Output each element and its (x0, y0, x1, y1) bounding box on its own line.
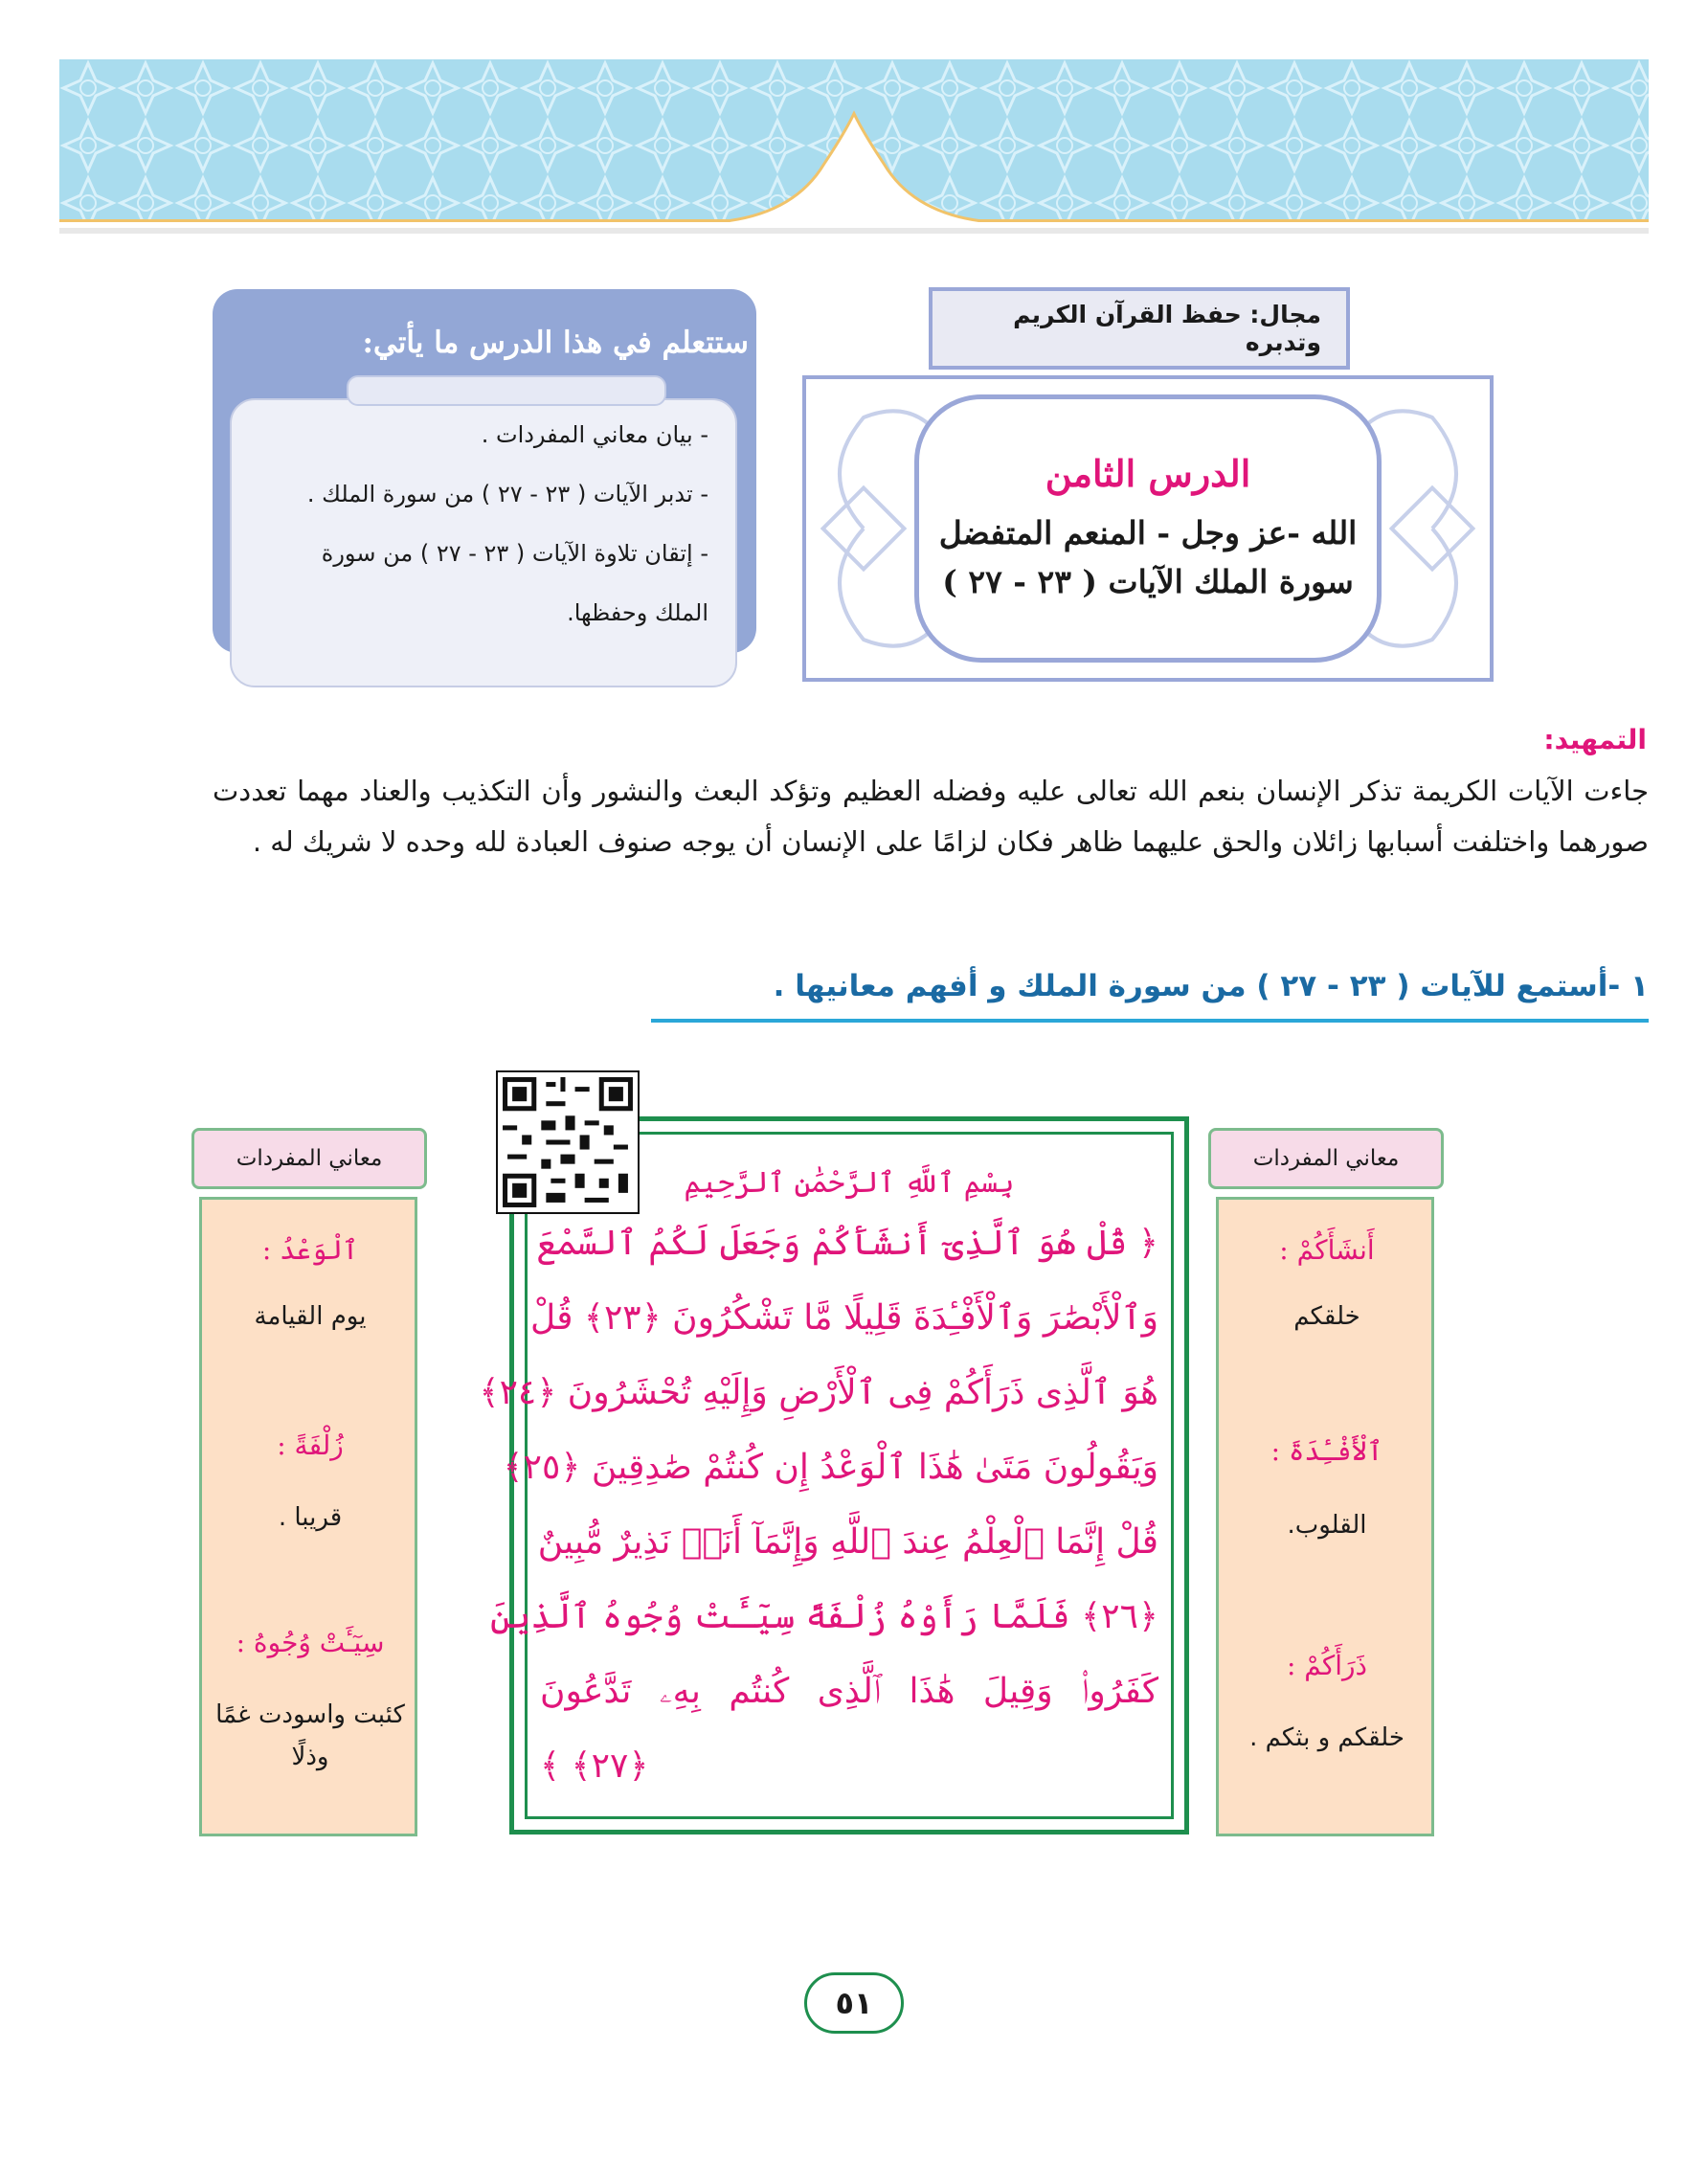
lesson-surah: سورة الملك الآيات ( ٢٣ - ٢٧ ) (942, 562, 1354, 600)
objective-item: الملك وحفظها. (567, 599, 708, 626)
vocab-term: ٱلْأَفْـِٔدَةَ : (1270, 1435, 1383, 1467)
vocab-term: ذَرَأَكُمْ : (1286, 1650, 1368, 1681)
verse-line: وَٱلْأَبْصَٰرَ وَٱلْأَفْـِٔدَةَ قَلِيلًا مَّا تَشْكُرُونَ ﴿٢٣﴾ قُلْ (529, 1298, 1158, 1338)
vocab-meaning: كئبت واسودت غمًا وذلًا (215, 1700, 405, 1771)
verse-line: ﴿٢٧﴾ ﴾ (540, 1746, 649, 1786)
verse-line: هُوَ ٱلَّذِى ذَرَأَكُمْ فِى ٱلْأَرْضِ وَإِلَيْهِ تُحْشَرُونَ ﴿٢٤﴾ (479, 1373, 1158, 1412)
vocab-term: ٱلْوَعْدُ : (261, 1234, 359, 1266)
lesson-title-card (914, 394, 1382, 663)
domain-label: مجال: حفظ القرآن الكريم وتدبره (929, 287, 1350, 370)
verse-line: قُلْ إِنَّمَا ٱلْعِلْمُ عِندَ ٱللَّهِ وَإِنَّمَآ أَنَا۠ نَذِيرٌ مُّبِينٌ (537, 1522, 1158, 1562)
vocab-term: أَنشَأَكُمْ : (1279, 1234, 1375, 1266)
vocab-meaning: قريبا . (278, 1503, 343, 1532)
verse-line: وَيَقُولُونَ مَتَىٰ هَٰذَا ٱلْوَعْدُ إِن كُنتُمْ صَٰدِقِينَ ﴿٢٥﴾ (503, 1448, 1158, 1487)
objectives-tab (347, 375, 666, 406)
vocab-meaning: القلوب. (1287, 1511, 1367, 1540)
vocab-term: سِيٓـَٔتْ وُجُوهُ : (236, 1627, 385, 1658)
objectives-title: ستتعلم في هذا الدرس ما يأتي: (362, 326, 749, 360)
vocab-right-panel (1216, 1197, 1434, 1836)
task-underline (651, 1019, 1649, 1023)
vocab-left-panel (199, 1197, 417, 1836)
vocab-left-label: معاني المفردات (191, 1128, 427, 1189)
objective-item: - بيان معاني المفردات . (481, 421, 708, 448)
intro-heading: التمهيد: (1543, 724, 1647, 755)
vocab-meaning: خلقكم (1293, 1302, 1360, 1331)
vocab-meaning: خلقكم و بثكم . (1249, 1723, 1405, 1752)
basmala: بِسْمِ ٱللَّهِ ٱلرَّحْمَٰنِ ٱلرَّحِيمِ (684, 1166, 1015, 1200)
objective-item: - تدبر الآيات ( ٢٣ - ٢٧ ) من سورة الملك . (306, 481, 708, 507)
verse-line: ﴿٢٦﴾ فَلَمَّا رَأَوْهُ زُلْفَةً سِيٓـَٔتْ وُجُوهُ ٱلَّذِينَ (490, 1597, 1158, 1636)
header-banner (59, 59, 1649, 241)
objective-item: - إتقان تلاوة الآيات ( ٢٣ - ٢٧ ) من سورة (321, 540, 708, 567)
task-instruction: ١ -أستمع للآيات ( ٢٣ - ٢٧ ) من سورة الملك و أفهم معانيها . (773, 969, 1649, 1003)
lesson-subject: الله -عز وجل - المنعم المتفضل (938, 513, 1358, 552)
lesson-title: الدرس الثامن (1045, 451, 1251, 495)
qr-code[interactable] (496, 1070, 640, 1214)
intro-text: جاءت الآيات الكريمة تذكر الإنسان بنعم الله تعالى عليه وفضله العظيم وتؤكد البعث والنشور وأن التكذيب والعناد مهما تعددت صورهما واختلفت أسبابها زائلان والحق عليهما ظاهر فكان لزامًا على الإنسان أن يوجه صنوف العبادة لله وحده لا شريك له . (213, 775, 1649, 858)
vocab-term: زُلْفَةً : (277, 1429, 344, 1461)
vocab-meaning: يوم القيامة (254, 1302, 367, 1331)
objectives-list (230, 398, 737, 687)
verse-line: ﴿ قُلْ هُوَ ٱلَّذِىٓ أَنشَأَكُمْ وَجَعَلَ لَكُمُ ٱلسَّمْعَ (536, 1224, 1158, 1263)
vocab-right-label: معاني المفردات (1208, 1128, 1444, 1189)
page-number: ٥١ (804, 1972, 904, 2034)
verse-line: كَفَرُوا۟ وَقِيلَ هَٰذَا ٱلَّذِى كُنتُم بِهِۦ تَدَّعُونَ (540, 1672, 1158, 1711)
